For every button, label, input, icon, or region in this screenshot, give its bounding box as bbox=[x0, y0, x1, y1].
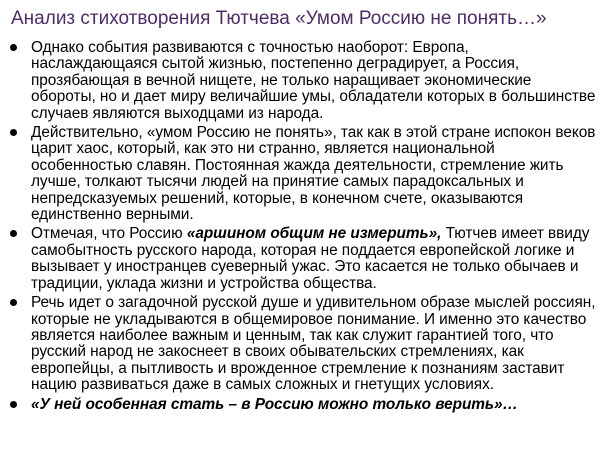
bullet-item bbox=[8, 226, 598, 292]
bullet-list bbox=[8, 40, 598, 415]
bullet-item bbox=[8, 295, 598, 393]
bullet-text: Речь идет о загадочной русской душе и удивительном образе мыслей россиян, которые не укладываются в общемировое понимание. И именно это качество является наиболее важным и ценным, так как служит гарантией того, что русский народ не закоснеет в своих обывательских стремлениях, как европейцы, а пытливость и врожденное стремление к познаниям заставит нацию развиваться даже в самых сложных и гнетущих условиях. bbox=[31, 294, 596, 394]
slide-title: Анализ стихотворения Тютчева «Умом Россию не понять…» bbox=[11, 8, 547, 29]
bullet-item bbox=[8, 40, 598, 122]
bullet-dot-icon bbox=[10, 129, 17, 136]
bullet-text: Однако события развиваются с точностью наоборот: Европа, наслаждающаяся сытой жизнью, постепенно деградирует, а Россия, прозябающая в вечной нищете, не только наращивает экономические обороты, но и дает миру величайшие умы, обладатели которых в большинстве случаев являются выходцами из народа. bbox=[31, 39, 596, 122]
bullet-dot-icon bbox=[10, 44, 17, 51]
bullet-item bbox=[8, 125, 598, 223]
bullet-dot-icon bbox=[10, 230, 17, 237]
bullet-dot-icon bbox=[10, 299, 17, 306]
closing-quote: «У ней особенная стать – в Россию можно только верить»… bbox=[31, 395, 518, 413]
bullet-dot-icon bbox=[10, 401, 17, 408]
bullet-text: Действительно, «умом Россию не понять», так как в этой стране испокон веков царит хаос, который, как это ни странно, является национальной особенностью славян. Постоянная жажда деятельности, стремление жить лучше, толкают тысячи людей на принятие самых парадоксальных и непредсказуемых решений, которые, в конечном счете, оказываются единственно верными. bbox=[31, 124, 596, 224]
bullet-text-before: Отмечая, что Россию bbox=[31, 225, 187, 243]
bullet-item bbox=[8, 397, 598, 413]
quote-emphasis: «аршином общим не измерить», bbox=[186, 225, 442, 243]
bullet-text-after: Тютчев имеет ввиду самобытность русского народа, которая не поддается европейской логике и вызывает у иностранцев суеверный ужас. Это касается не только обычаев и традиции, уклада жизни и устройства общества. bbox=[31, 225, 590, 292]
